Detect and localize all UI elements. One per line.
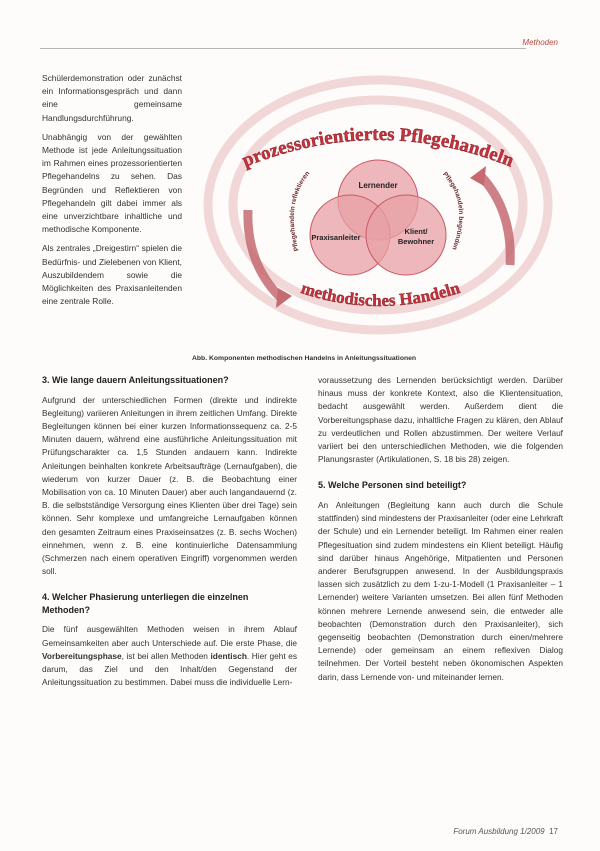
section-4-continued: voraussetzung des Lernenden berücksichtigt werden. Darüber hinaus muss der konkrete Kontext, also die Klientensituation, bedacht ausgewählt werden. Außerdem dient die Vorbereitungsphase dazu, inhaltliche Fragen zu klären, den Ablauf zu verdeutlichen und Rollen abzustimmen. Der weitere Verlauf variiert bei den unterschiedlichen Methoden, wie die folgenden Planungsraster (Artikulationen, S. 18 bis 28) zeigen.	[318, 375, 563, 465]
page-footer	[453, 827, 558, 836]
arc-right-label: Pflegehandeln begründen	[441, 170, 465, 251]
journal-name: Forum Ausbildung 1/2009	[453, 827, 545, 836]
arc-left-label: Pflegehandeln reflektieren	[288, 170, 312, 252]
circle-right-label-2: Bewohner	[397, 237, 435, 246]
intro-column	[42, 72, 182, 308]
section-4-text-c: . Hier geht es darum, das Ziel und den Inhalt/den Gegenstand der Anleitungssituation zu bestimmen. Dabei muss die individuelle Lern-	[42, 650, 297, 688]
section-4-bold-2: identisch	[210, 650, 247, 661]
section-label: Methoden	[522, 38, 558, 47]
components-diagram	[188, 60, 573, 350]
left-column	[42, 374, 297, 689]
circle-right-label-1: Klient/	[404, 227, 428, 236]
right-column	[318, 374, 563, 684]
diagram-top-label: prozessorientiertes Pflegehandeln	[239, 123, 517, 172]
section-4-heading: 4. Welcher Phasierung unterliegen die einzelnen Methoden?	[42, 592, 249, 615]
page-number: 17	[549, 827, 558, 836]
right-cycle-arrow	[480, 175, 510, 265]
section-3-body: Aufgrund der unterschiedlichen Formen (direkte und indirekte Begleitung) variieren Anleitungen in ihrem zeitlichen Umfang. Direkte Begleitungen können bei einer kurzen Informationssequenz ca. 2-5 Minuten dauern, während eine ausführliche Anleitungssituation mit Prüfungscharakter ca. 1,5 Stunden andauern kann. Indirekte Anleitungen beinhalten konkrete Arbeitsaufträge (Lernaufgaben), die wiederum von kurzer Dauer (z. B. die Beobachtung einer Mobilisation von ca. 10 Minuten Dauer) aber auch langandauernd (z. B. die selbstständige Versorgung eines Klienten über drei Tage) sein können. Sehr komplexe und umfangreiche Lernaufgaben können den gesamten Zeitraum eines Praxiseinsatzes (z. B. sechs Wochen) einnehmen, wenn z. B. eine kontinuierliche Datensammlung (Schmerzen nach einem operativen Eingriff) vorgenommen werden soll.	[42, 394, 297, 577]
section-5-heading: 5. Welche Personen sind beteiligt?	[318, 480, 467, 491]
circle-left-label: Praxisanleiter	[311, 233, 361, 242]
section-4-bold-1: Vorbereitungsphase	[42, 650, 122, 661]
section-4-text-a: Die fünf ausgewählten Methoden weisen in ihrem Ablauf Gemeinsamkeiten aber auch Unterschiede auf. Die erste Phase, die	[42, 624, 297, 648]
intro-paragraph-2: Unabhängig von der gewählten Methode ist jede Anleitungssituation im Rahmen eines prozessorientierten Pflegehandelns zu sehen. Das Begründen und Reflektieren von Pflegehandeln gilt dabei immer als eine unverzichtbare inhaltliche und methodische Komponente.	[42, 131, 182, 235]
right-arrow-head	[470, 166, 486, 186]
section-5-body: An Anleitungen (Begleitung kann auch durch die Schule stattfinden) sind mindestens der Praxisanleiter (oder eine Lehrkraft der Schule) und ein Lernender beteiligt. Im Rahmen einer realen Pflegesituation sind zudem mindestens ein Klient beteiligt. Häufig sind darüber hinaus Angehörige, Mitpatienten und Personen anderer Berufsgruppen anwesend. In der Ausbildungspraxis lassen sich zusätzlich zu dem 1-zu-1-Modell (1 Praxisanleiter – 1 Lernender) weitere Varianten umsetzen. Bei allen fünf Methoden können mehrere Lernende anwesend sein, die entweder alle beobachten (Demonstration durch den Praxisanleiter), sich gegenseitig beobachten (Demonstration durch einen/mehrere Lernende) oder gemeinsam an einem reflexiven Dialog teilnehmen. Der Vorteil besteht neben ökonomischen Aspekten darin, dass Lernende von- und miteinander lernen.	[318, 499, 563, 682]
section-4-body	[42, 623, 297, 689]
intro-paragraph-3: Als zentrales „Dreigestirn“ spielen die Bedürfnis- und Zielebenen von Klient, Auszubildendem sowie die Möglichkeiten des Praxisanleitenden eine zentrale Rolle.	[42, 243, 182, 307]
section-3-heading: 3. Wie lange dauern Anleitungssituationen?	[42, 375, 229, 385]
diagram-bottom-label: methodisches Handeln	[298, 278, 463, 311]
figure-caption: Abb. Komponenten methodischen Handelns in Anleitungssituationen	[192, 355, 417, 362]
intro-paragraph-1: Schülerdemonstration oder zunächst ein Informationsgespräch und dann eine gemeinsame Handlungsdurchführung.	[42, 73, 182, 123]
circle-top-label: Lernender	[358, 181, 398, 190]
header-rule	[40, 48, 526, 49]
diagram-svg	[188, 60, 573, 350]
section-4-text-b: , ist bei allen Methoden	[121, 650, 211, 661]
